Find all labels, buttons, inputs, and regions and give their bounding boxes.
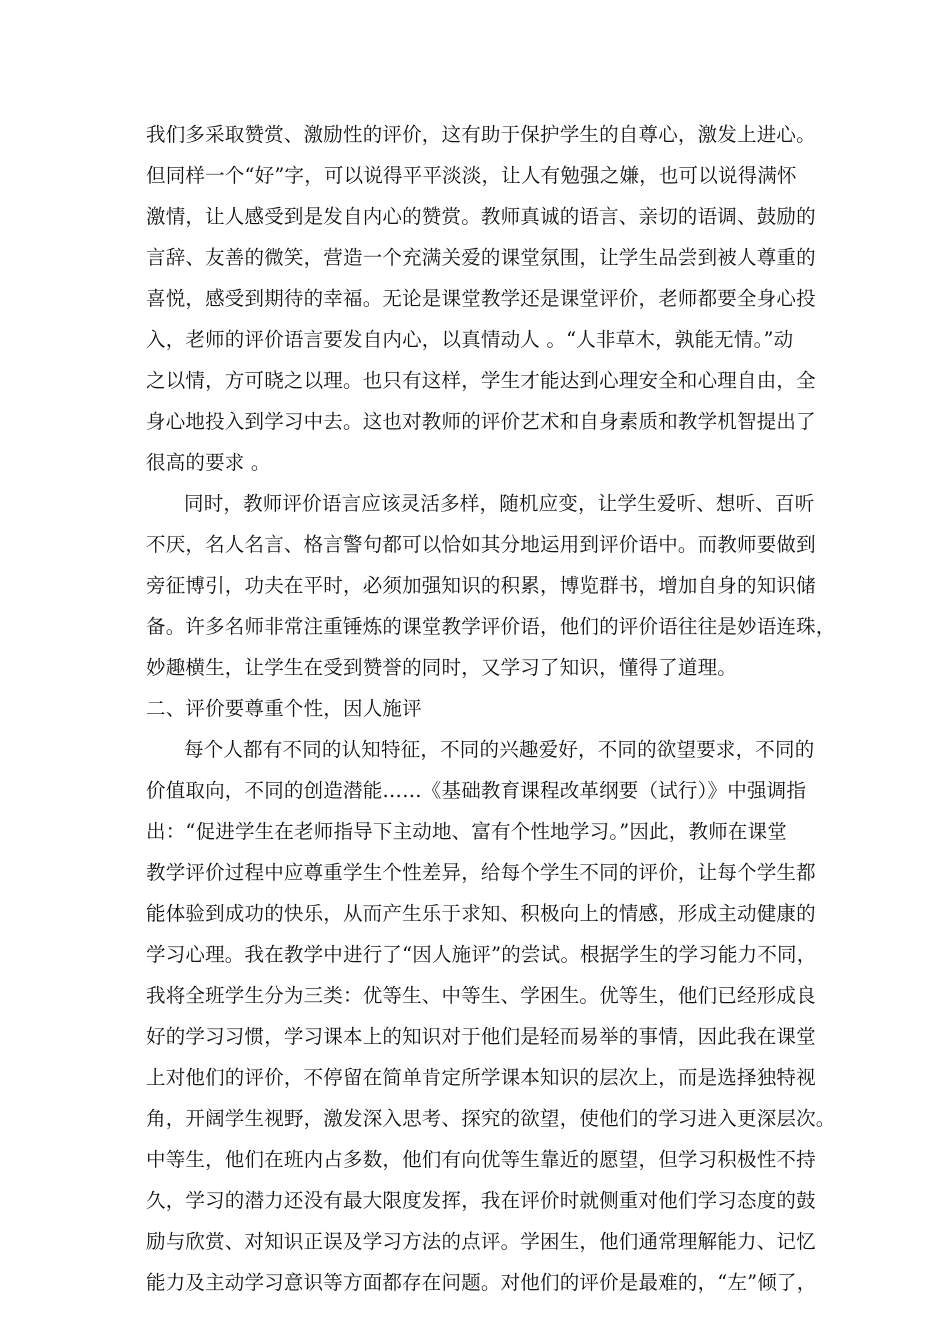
paragraph-first-line: 每个人都有不同的认知特征，不同的兴趣爱好，不同的欲望要求，不同的 bbox=[184, 738, 815, 761]
text-line: 妙趣横生，让学生在受到赞誉的同时，又学习了知识，懂得了道理。 bbox=[146, 656, 738, 679]
text-line: 入，老师的评价语言要发自内心，以真情动人 。“人非草木，孰能无情。”动 bbox=[146, 328, 794, 351]
text-line: 中等生，他们在班内占多数，他们有向优等生靠近的愿望，但学习积极性不持 bbox=[146, 1148, 816, 1171]
text-line: 上对他们的评价，不停留在简单肯定所学课本知识的层次上，而是选择独特视 bbox=[146, 1066, 816, 1089]
text-line: 旁征博引，功夫在平时，必须加强知识的积累，博览群书，增加自身的知识储 bbox=[146, 574, 816, 597]
text-line: 我将全班学生分为三类：优等生、中等生、学困生。优等生，他们已经形成良 bbox=[146, 984, 816, 1007]
text-line: 言辞、友善的微笑，营造一个充满关爱的课堂氛围，让学生品尝到被人尊重的 bbox=[146, 246, 816, 269]
text-line: 出：“促进学生在老师指导下主动地、富有个性地学习。”因此，教师在课堂 bbox=[146, 820, 787, 843]
text-line: 好的学习习惯，学习课本上的知识对于他们是轻而易举的事情，因此我在课堂 bbox=[146, 1025, 816, 1048]
text-line: 我们多采取赞赏、激励性的评价，这有助于保护学生的自尊心，激发上进心。 bbox=[146, 123, 816, 146]
paragraph-first-line: 同时，教师评价语言应该灵活多样，随机应变，让学生爱听、想听、百听 bbox=[184, 492, 815, 515]
text-line: 之以情，方可晓之以理。也只有这样，学生才能达到心理安全和心理自由，全 bbox=[146, 369, 816, 392]
text-line: 教学评价过程中应尊重学生个性差异，给每个学生不同的评价，让每个学生都 bbox=[146, 861, 816, 884]
text-line: 学习心理。我在教学中进行了“因人施评”的尝试。根据学生的学习能力不同， bbox=[146, 943, 817, 966]
text-line: 角，开阔学生视野，激发深入思考、探究的欲望，使他们的学习进入更深层次。 bbox=[146, 1107, 836, 1130]
text-line: 能力及主动学习意识等方面都存在问题。对他们的评价是最难的，“左”倾了， bbox=[146, 1271, 817, 1294]
text-line: 很高的要求 。 bbox=[146, 451, 271, 474]
text-line: 久，学习的潜力还没有最大限度发挥，我在评价时就侧重对他们学习态度的鼓 bbox=[146, 1189, 816, 1212]
text-line: 能体验到成功的快乐，从而产生乐于求知、积极向上的情感，形成主动健康的 bbox=[146, 902, 816, 925]
text-line: 身心地投入到学习中去。这也对教师的评价艺术和自身素质和教学机智提出了 bbox=[146, 410, 816, 433]
text-line: 价值取向，不同的创造潜能……《基础教育课程改革纲要（试行）》中强调指 bbox=[146, 779, 807, 802]
text-line: 激情，让人感受到是发自内心的赞赏。教师真诚的语言、亲切的语调、鼓励的 bbox=[146, 205, 816, 228]
text-line: 喜悦，感受到期待的幸福。无论是课堂教学还是课堂评价，老师都要全身心投 bbox=[146, 287, 816, 310]
text-line: 励与欣赏、对知识正误及学习方法的点评。学困生，他们通常理解能力、记忆 bbox=[146, 1230, 816, 1253]
section-heading: 二、评价要尊重个性，因人施评 bbox=[146, 697, 422, 720]
text-line: 备。许多名师非常注重锤炼的课堂教学评价语，他们的评价语往往是妙语连珠， bbox=[146, 615, 836, 638]
text-line: 不厌，名人名言、格言警句都可以恰如其分地运用到评价语中。而教师要做到 bbox=[146, 533, 816, 556]
text-line: 但同样一个“好”字，可以说得平平淡淡，让人有勉强之嫌，也可以说得满怀 bbox=[146, 164, 797, 187]
